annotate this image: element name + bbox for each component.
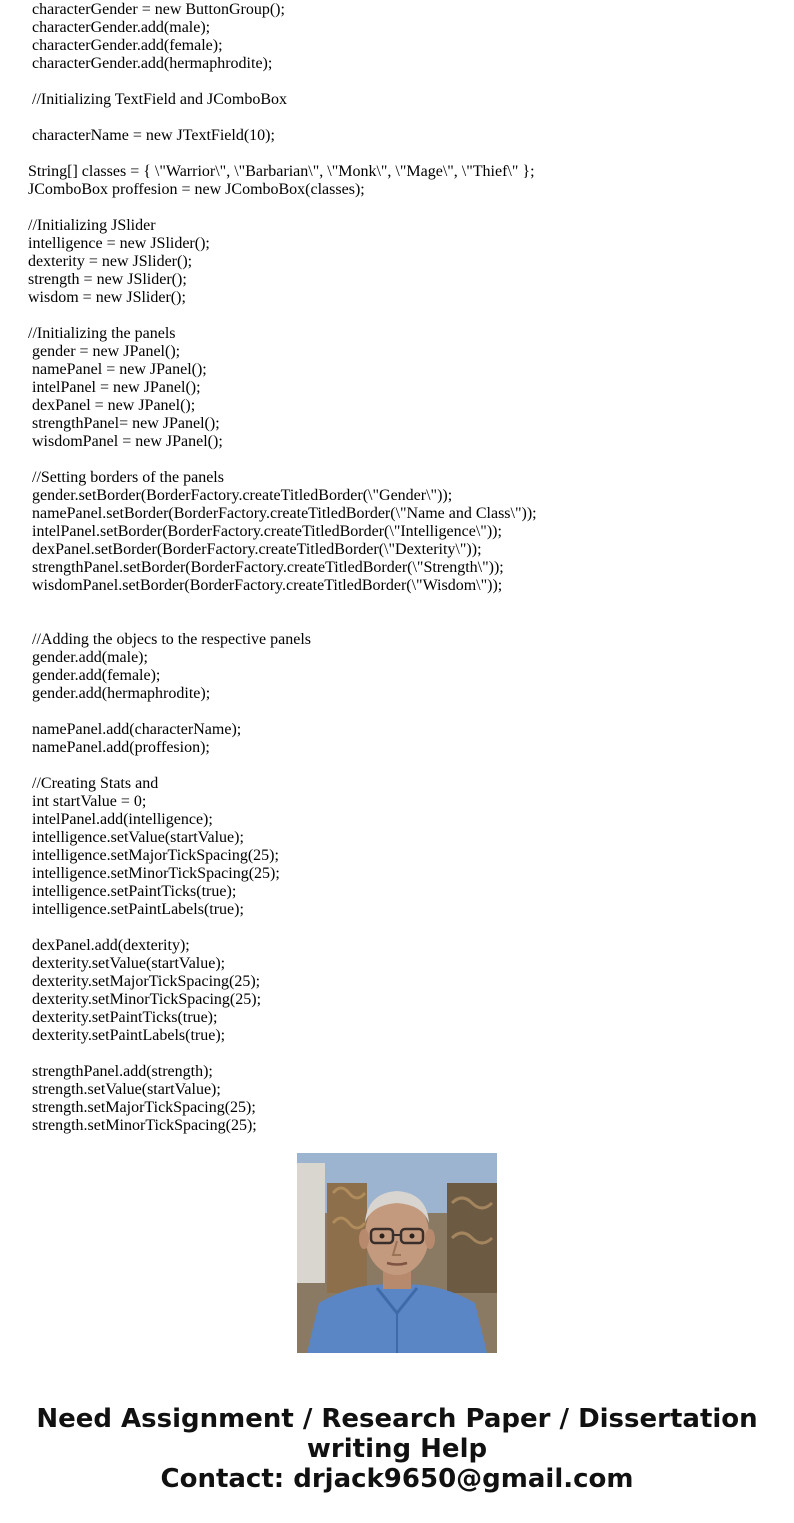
code-line: dexterity.setMinorTickSpacing(25); [28,991,262,1008]
code-line: intelligence.setMajorTickSpacing(25); [28,847,279,864]
code-line: characterGender.add(female); [28,37,223,54]
code-line: strength = new JSlider(); [28,271,187,288]
code-line: strengthPanel= new JPanel(); [28,415,220,432]
code-line: //Adding the objecs to the respective panels [28,631,312,648]
code-line: strength.setMajorTickSpacing(25); [28,1099,256,1116]
code-line: dexterity.setPaintLabels(true); [28,1027,226,1044]
code-line: //Initializing the panels [28,325,176,342]
code-line: dexterity = new JSlider(); [28,253,193,270]
code-line: namePanel.add(proffesion); [28,739,210,756]
author-avatar [297,1153,497,1353]
code-line: gender.setBorder(BorderFactory.createTitledBorder(\"Gender\")); [28,487,453,504]
code-line: gender.add(male); [28,649,148,666]
code-line: characterGender.add(hermaphrodite); [28,55,273,72]
code-line: intelPanel.add(intelligence); [28,811,213,828]
code-line: gender.add(hermaphrodite); [28,685,211,702]
avatar-portrait [297,1153,497,1353]
code-line: JComboBox proffesion = new JComboBox(classes); [28,181,365,198]
code-line: strengthPanel.setBorder(BorderFactory.createTitledBorder(\"Strength\")); [28,559,504,576]
code-line: wisdom = new JSlider(); [28,289,186,306]
code-line: gender.add(female); [28,667,161,684]
code-line: intelligence.setPaintLabels(true); [28,901,244,918]
code-line: //Creating Stats and [28,775,159,792]
code-line: characterName = new JTextField(10); [28,127,275,144]
code-line: intelligence.setValue(startValue); [28,829,244,846]
code-line: wisdomPanel.setBorder(BorderFactory.createTitledBorder(\"Wisdom\")); [28,577,503,594]
code-line: dexterity.setValue(startValue); [28,955,226,972]
code-line: wisdomPanel = new JPanel(); [28,433,223,450]
code-line: gender = new JPanel(); [28,343,181,360]
promo-headline: Need Assignment / Research Paper / Dissertation [36,1404,758,1434]
code-line: //Setting borders of the panels [28,469,224,486]
code-line: strength.setMinorTickSpacing(25); [28,1117,257,1134]
code-line: dexterity.setMajorTickSpacing(25); [28,973,261,990]
code-line: intelligence = new JSlider(); [28,235,210,252]
code-line: characterGender = new ButtonGroup(); [28,1,285,18]
code-line: //Initializing JSlider [28,217,156,234]
code-line: dexPanel = new JPanel(); [28,397,196,414]
code-line: dexPanel.setBorder(BorderFactory.createTitledBorder(\"Dexterity\")); [28,541,482,558]
code-line: String[] classes = { \"Warrior\", \"Barbarian\", \"Monk\", \"Mage\", \"Thief\" }; [28,163,535,180]
promo-contact: Contact: drjack9650@gmail.com [160,1464,634,1494]
code-line: namePanel.add(characterName); [28,721,242,738]
promo-subheadline: writing Help [306,1434,488,1464]
code-line: namePanel = new JPanel(); [28,361,207,378]
code-line: strengthPanel.add(strength); [28,1063,213,1080]
code-line: //Initializing TextField and JComboBox [28,91,288,108]
code-line: dexterity.setPaintTicks(true); [28,1009,218,1026]
code-line: characterGender.add(male); [28,19,211,36]
code-line: int startValue = 0; [28,793,147,810]
code-line: intelligence.setMinorTickSpacing(25); [28,865,280,882]
code-line: intelPanel = new JPanel(); [28,379,201,396]
code-line: namePanel.setBorder(BorderFactory.createTitledBorder(\"Name and Class\")); [28,505,537,522]
code-line: strength.setValue(startValue); [28,1081,221,1098]
code-line: dexPanel.add(dexterity); [28,937,190,954]
code-line: intelligence.setPaintTicks(true); [28,883,237,900]
code-line: intelPanel.setBorder(BorderFactory.createTitledBorder(\"Intelligence\")); [28,523,502,540]
